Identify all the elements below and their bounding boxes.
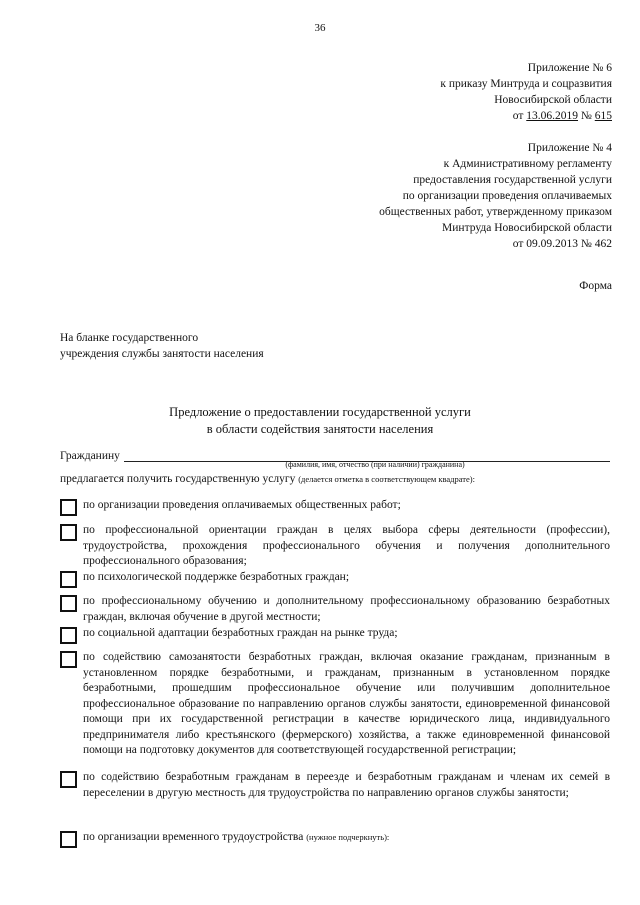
- appendix-4-header: [379, 140, 612, 252]
- appendix-6-no-sign: №: [580, 110, 592, 122]
- citizen-label: Гражданину: [60, 450, 120, 462]
- option-text: по профессиональной ориентации граждан в целях выбора сферы деятельности (профессии), трудоустройства, прохождения профессионального обучения и получения дополнительного профессионального образования;: [83, 524, 610, 567]
- appendix-4-line: к Административному регламенту: [443, 158, 612, 170]
- option-note: (нужное подчеркнуть):: [306, 832, 390, 842]
- option-self-employment: [60, 650, 610, 759]
- appendix-4-line: Приложение № 4: [527, 142, 612, 154]
- form-label: Форма: [579, 280, 612, 292]
- appendix-6-date: 13.06.2019: [526, 110, 579, 122]
- option-psychological-support: [60, 570, 610, 588]
- offer-note: (делается отметка в соответствующем квадрате):: [298, 474, 475, 484]
- appendix-4-line: от 09.09.2013 № 462: [512, 238, 612, 250]
- option-checkbox[interactable]: [60, 771, 77, 788]
- letterhead-note-line: учреждения службы занятости населения: [60, 348, 264, 360]
- appendix-6-date-line: [440, 108, 612, 124]
- option-checkbox[interactable]: [60, 524, 77, 541]
- option-text: по профессиональному обучению и дополнительному профессиональному образованию безработных граждан, включая обучение в другой местности;: [83, 595, 610, 623]
- appendix-6-region: Новосибирской области: [494, 94, 612, 106]
- option-career-guidance: [60, 523, 610, 570]
- option-professional-training: [60, 594, 610, 625]
- document-title-line: в области содействия занятости населения: [206, 422, 434, 436]
- option-checkbox[interactable]: [60, 499, 77, 516]
- citizen-hint: (фамилия, имя, отчество (при наличии) гражданина): [285, 460, 465, 469]
- appendix-4-line: по организации проведения оплачиваемых: [402, 190, 612, 202]
- option-checkbox[interactable]: [60, 831, 77, 848]
- option-checkbox[interactable]: [60, 627, 77, 644]
- offer-main: предлагается получить государственную услугу: [60, 473, 296, 485]
- appendix-4-line: общественных работ, утвержденному приказом: [379, 206, 612, 218]
- letterhead-note: [60, 330, 264, 362]
- option-text: [83, 830, 610, 848]
- document-title: [0, 404, 640, 438]
- letterhead-note-line: На бланке государственного: [60, 332, 199, 344]
- option-relocation: [60, 770, 610, 801]
- appendix-6-from: от: [512, 110, 524, 122]
- appendix-4-line: Минтруда Новосибирской области: [442, 222, 612, 234]
- offer-text: [60, 473, 475, 485]
- option-text: по содействию безработным гражданам в переезде и безработным гражданам и членам их семей в переселении в другую местность для трудоустройства по направлению органов службы занятости;: [83, 771, 610, 799]
- option-temporary-employment: [60, 830, 610, 848]
- document-title-line: Предложение о предоставлении государственной услуги: [169, 405, 471, 419]
- option-text: по организации проведения оплачиваемых общественных работ;: [83, 499, 401, 511]
- appendix-4-line: предоставления государственной услуги: [413, 174, 612, 186]
- appendix-6-title: Приложение № 6: [527, 62, 612, 74]
- option-text: по содействию самозанятости безработных граждан, включая оказание гражданам, признанным в установленном порядке безработными, и гражданам, признанным в установленном порядке безработными, прошедшим профессиональное обучение или получившим дополнительное профессиональное образование по направлению органов службы занятости, единовременной финансовой помощи при их государственной регистрации в качестве юридического лица, индивидуального предпринимателя либо крестьянского (фермерского) хозяйства, а также единовременной финансовой помощи на подготовку документов для соответствующей государственной регистрации;: [83, 651, 610, 756]
- appendix-6-order: к приказу Минтруда и соцразвития: [440, 78, 612, 90]
- option-public-works: [60, 498, 610, 516]
- option-text: по социальной адаптации безработных граждан на рынке труда;: [83, 627, 398, 639]
- page-number: 36: [314, 22, 326, 34]
- option-checkbox[interactable]: [60, 571, 77, 588]
- option-checkbox[interactable]: [60, 651, 77, 668]
- appendix-6-header: [440, 60, 612, 124]
- option-checkbox[interactable]: [60, 595, 77, 612]
- option-text-main: по организации временного трудоустройства: [83, 831, 304, 843]
- option-text: по психологической поддержке безработных граждан;: [83, 571, 350, 583]
- option-social-adaptation: [60, 626, 610, 644]
- appendix-6-number: 615: [594, 110, 612, 122]
